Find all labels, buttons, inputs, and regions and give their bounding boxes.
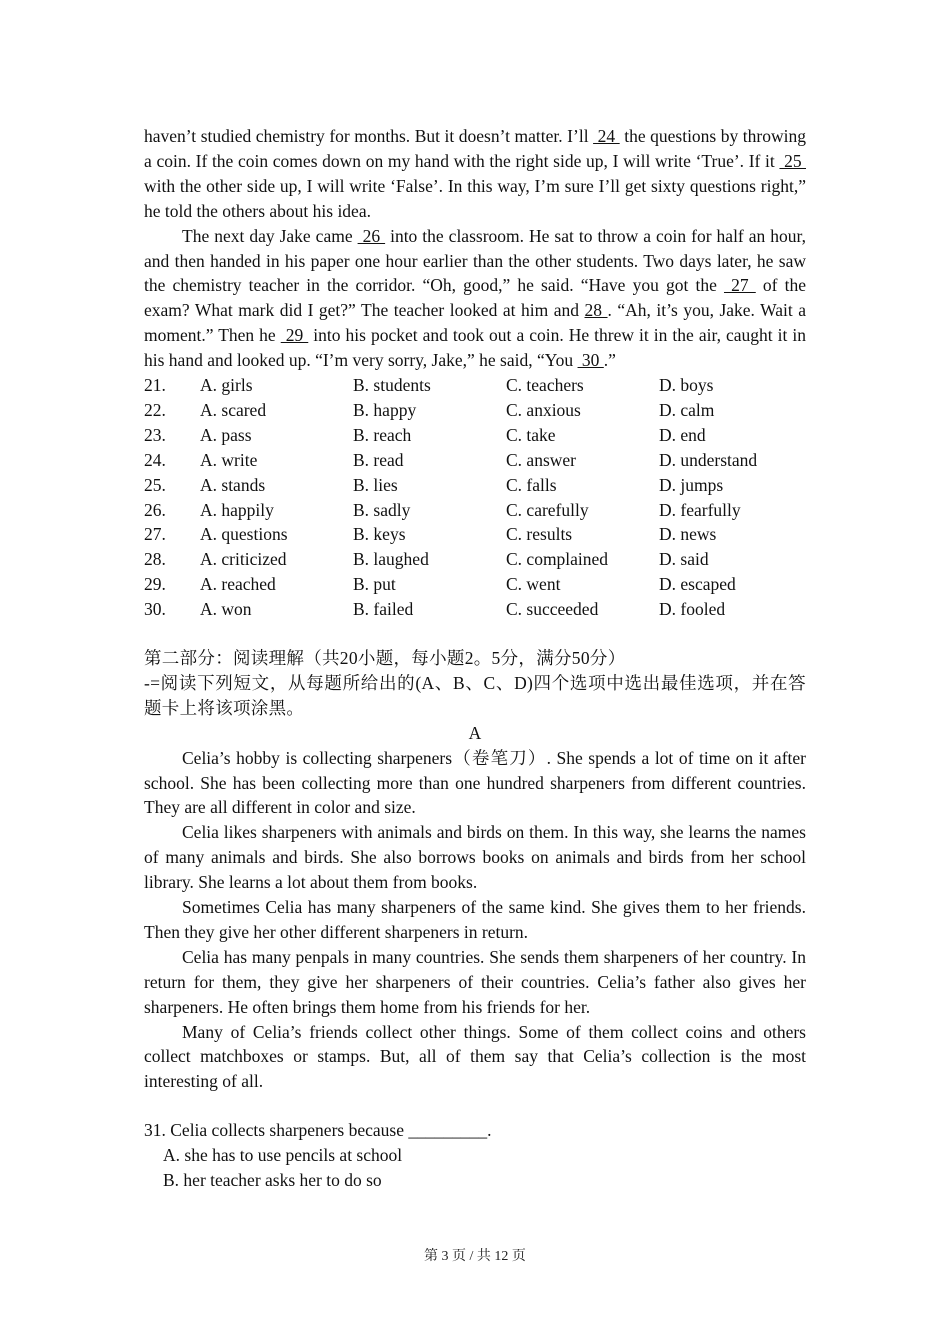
section-header: 第二部分：阅读理解（共20小题，每小题2。5分，满分50分）: [144, 647, 626, 668]
blank-26: 26: [357, 225, 386, 246]
option-row: 28. A. criticized B. laughed C. complained D. said: [144, 549, 709, 570]
passage-paragraph: Celia has many penpals in many countries. She sends them sharpeners of her country. In return for them, they give her sharpeners of their countries. Celia’s father also gives her sharpeners. He often brings them home from his friends for her.: [144, 946, 806, 1017]
passage-paragraph: The next day Jake came 26 into the classroom. He sat to throw a coin for half an hour, and then handed in his paper one hour earlier than the other students. Two days later, he saw the chemistry teacher in the corridor. “Oh, good,” he said. “Have you got the 27 of the exam? What mark did I get?” The teacher looked at him and 28 . “Ah, it’s you, Jake. Wait a moment.” Then he 29 into his pocket and took out a coin. He threw it in the air, caught it in his hand and looked up. “I’m very sorry, Jake,” he said, “You 30 .”: [144, 225, 807, 371]
page-content: [144, 124, 806, 1193]
passage-label: A: [468, 722, 482, 743]
question-stem: 31. Celia collects sharpeners because _________.: [144, 1120, 492, 1141]
passage-paragraph: Sometimes Celia has many sharpeners of the same kind. She gives them to her friends. Then they give her other different sharpeners in return.: [144, 897, 806, 942]
option-row: 22. A. scared B. happy C. anxious D. calm: [144, 399, 715, 420]
option-row: 25. A. stands B. lies C. falls D. jumps: [144, 474, 724, 495]
option-row: 23. A. pass B. reach C. take D. end: [144, 424, 706, 445]
options-table: [144, 373, 806, 622]
option-row: 30. A. won B. failed C. succeeded D. fooled: [144, 599, 726, 620]
blank-24: 24: [593, 126, 620, 146]
option-row: 26. A. happily B. sadly C. carefully D. fearfully: [144, 499, 741, 520]
option-row: 29. A. reached B. put C. went D. escaped: [144, 574, 736, 595]
passage-paragraph: Celia likes sharpeners with animals and birds on them. In this way, she learns the names of many animals and birds. She also borrows books on animals and birds from her school library. She learns a lot about them from books.: [144, 822, 806, 893]
blank-30: 30: [577, 350, 604, 371]
option-row: 24. A. write B. read C. answer D. understand: [144, 449, 758, 470]
blank-29: 29: [280, 325, 309, 346]
section-instruction: -=阅读下列短文，从每题所给出的(A、B、C、D)四个选项中选出最佳选项，并在答题卡上将该项涂黑。: [144, 672, 806, 718]
option-row: 27. A. questions B. keys C. results D. news: [144, 524, 717, 545]
page-footer: 第 3 页 / 共 12 页: [424, 1249, 526, 1264]
blank-25: 25: [779, 150, 806, 171]
blank-28: 28: [584, 300, 608, 321]
passage-paragraph: Celia’s hobby is collecting sharpeners（卷笔刀）. She spends a lot of time on it after school. She has been collecting more than one hundred sharpeners from different countries. They are all different in color and size.: [144, 747, 806, 818]
question-option: A. she has to use pencils at school: [163, 1145, 403, 1166]
blank-27: 27: [723, 275, 756, 296]
passage-paragraph: Many of Celia’s friends collect other things. Some of them collect coins and others collect matchboxes or stamps. But, all of them say that Celia’s collection is the most interesting of all.: [144, 1021, 806, 1092]
option-row: 21. A. girls B. students C. teachers D. boys: [144, 375, 714, 396]
passage-paragraph: haven’t studied chemistry for months. But it doesn’t matter. I’ll 24 the questions by throwing a coin. If the coin comes down on my hand with the right side up, I will write ‘True’. If it 25 with the other side up, I will write ‘False’. In this way, I’m sure I’ll get sixty questions right,” he told the others about his idea.: [144, 126, 806, 221]
question-option: B. her teacher asks her to do so: [163, 1170, 382, 1191]
